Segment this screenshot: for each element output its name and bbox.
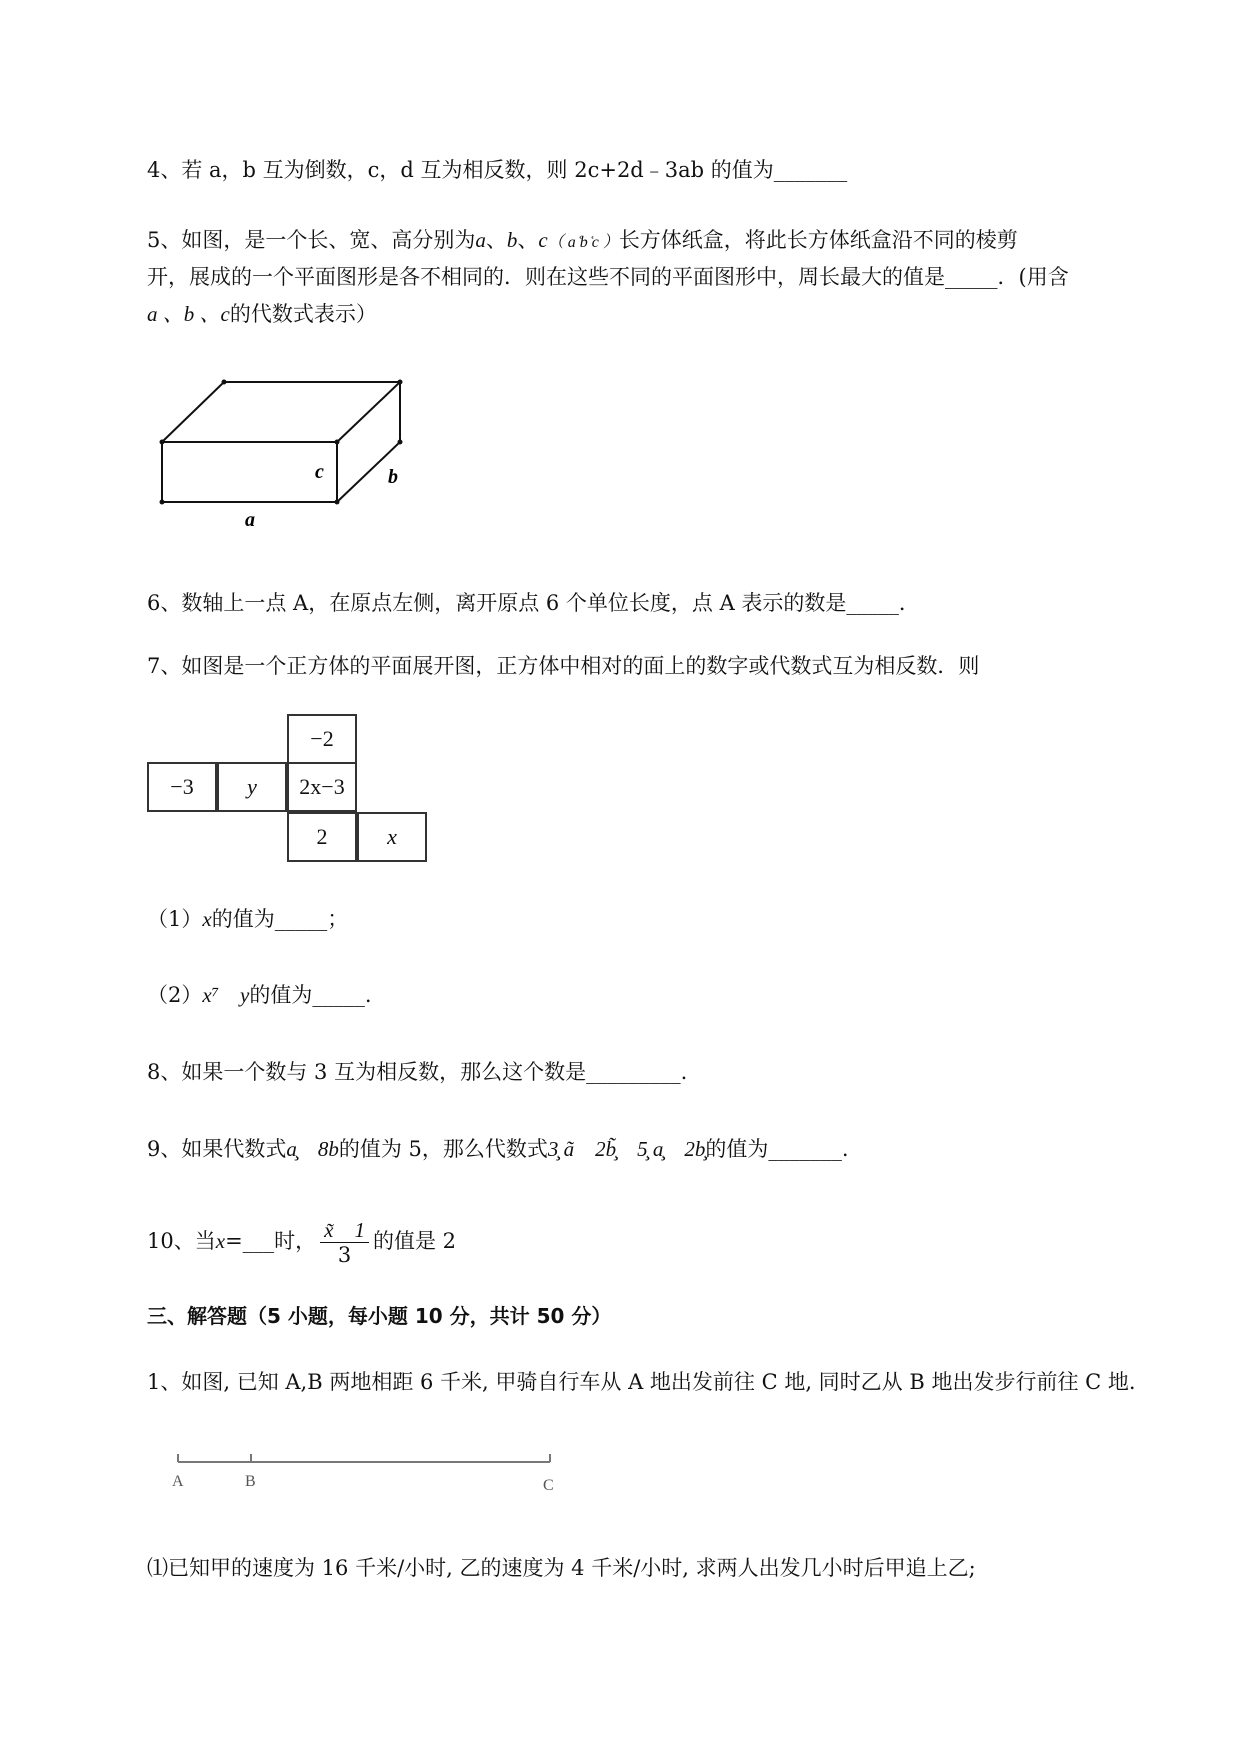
question-4 — [147, 155, 847, 185]
separator: 、 — [517, 228, 539, 252]
label-c: c — [315, 461, 324, 483]
net-cell-center: 2x−3 — [287, 762, 357, 812]
net-cell-top: −2 — [287, 714, 357, 764]
question-7-sub-1 — [147, 904, 348, 934]
fraction-denominator: 3 — [337, 1243, 352, 1267]
expression: x⁷ y — [202, 983, 250, 1007]
problem-1-text: 1、如图, 已知 A,B 两地相距 6 千米, 甲骑自行车从 A 地出发前往 C 地, 同时乙从 B 地出发步行前往 C 地. — [147, 1370, 1136, 1394]
label-B: B — [245, 1473, 256, 1490]
question-8 — [147, 1057, 687, 1087]
question-7 — [147, 651, 979, 681]
question-7-sub-2 — [147, 980, 372, 1010]
question-10-text: =___时， — [225, 1229, 317, 1253]
question-4-text: 4、若 a，b 互为倒数，c，d 互为相反数，则 2c+2d﹣3ab 的值为_______ — [147, 158, 848, 182]
var-x: x — [215, 1229, 226, 1253]
question-9-text: 的值为_______. — [705, 1137, 849, 1161]
question-6 — [147, 588, 920, 618]
problem-1 — [147, 1367, 1136, 1397]
separator: 、 — [485, 228, 507, 252]
condition: （ a ᷾b ᷾c ） — [547, 234, 619, 251]
net-cell-bottom: 2 — [287, 812, 357, 862]
question-5-text: 开，展成的一个平面图形是各不相同的．则在这些不同的平面图形中，周长最大的值是_____．(用含 — [147, 265, 1069, 289]
question-5-text: 5、如图，是一个长、宽、高分别为 — [147, 228, 476, 252]
expression: 3̧ ã 2b̧̃ 5̧ a̧ 2b̧ — [547, 1137, 706, 1161]
problem-1-sub-1 — [147, 1553, 976, 1583]
section-3-heading — [147, 1301, 611, 1331]
net-cell-right: x — [357, 812, 427, 862]
question-9-text: 的值为 5，那么代数式 — [338, 1137, 548, 1161]
var-x: x — [202, 907, 212, 931]
question-8-text: 8、如果一个数与 3 互为相反数，那么这个数是_________. — [147, 1060, 688, 1084]
box-figure — [150, 370, 420, 540]
question-5-text: 的代数式表示） — [229, 302, 377, 326]
question-9 — [147, 1134, 849, 1164]
number-line-figure — [165, 1440, 565, 1500]
sub-number: （1） — [147, 907, 203, 931]
question-7-text: 7、如图是一个正方体的平面展开图，正方体中相对的面上的数字或代数式互为相反数．则 — [147, 654, 980, 678]
net-cell-left1: y — [217, 762, 287, 812]
sub-text: 的值为_____； — [211, 907, 349, 931]
cube-net — [147, 714, 429, 866]
question-10-text: 10、当 — [147, 1229, 216, 1253]
box-top-face — [162, 382, 400, 442]
label-A: A — [172, 1473, 184, 1490]
var-a: a — [475, 228, 486, 252]
label-a: a — [245, 509, 255, 531]
sub-text: 的值为_____. — [249, 983, 372, 1007]
net-cell-left2: −3 — [147, 762, 217, 812]
fraction — [320, 1218, 369, 1267]
question-5-line-2 — [147, 262, 1069, 292]
question-5-text: 长方体纸盒，将此长方体纸盒沿不同的棱剪 — [618, 228, 1018, 252]
fraction-numerator: x̃ 1 — [320, 1218, 369, 1243]
sub-number: （2） — [147, 983, 203, 1007]
label-b: b — [388, 466, 398, 488]
question-9-text: 9、如果代数式 — [147, 1137, 287, 1161]
question-5-line-1 — [147, 225, 1018, 258]
var-b: b — [506, 228, 518, 252]
question-6-text: 6、数轴上一点 A，在原点左侧，离开原点 6 个单位长度，点 A 表示的数是_____． — [147, 591, 920, 615]
var-c: c — [538, 228, 548, 252]
variables: a 、b 、c — [147, 302, 230, 326]
problem-1-sub-1-text: ⑴已知甲的速度为 16 千米/小时, 乙的速度为 4 千米/小时, 求两人出发几小时后甲追上乙; — [147, 1556, 976, 1580]
question-10 — [147, 1214, 456, 1268]
question-5-line-3 — [147, 299, 377, 329]
section-heading-text: 三、解答题（5 小题，每小题 10 分，共计 50 分） — [147, 1304, 612, 1328]
expression: a̧ 8b — [286, 1137, 339, 1161]
label-C: C — [543, 1477, 554, 1494]
box-front-face — [162, 442, 337, 502]
question-10-text: 的值是 2 — [373, 1229, 457, 1253]
